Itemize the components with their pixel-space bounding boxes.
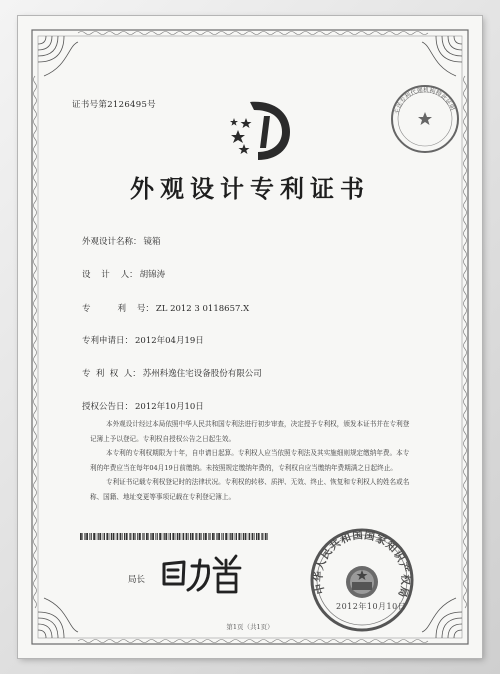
legal-notice bbox=[90, 417, 412, 504]
sipo-emblem-icon bbox=[228, 96, 308, 166]
seal-text: 中华人民共和国国家知识产权局 bbox=[312, 529, 412, 600]
notice-paragraph: 专利证书记载专利权登记时的法律状况。专利权的转移、质押、无效、终止、恢复和专利权人的姓名或名称、国籍、地址变更等事项记载在专利登记簿上。 bbox=[90, 478, 410, 501]
patent-number-label: 专 利 号： bbox=[82, 304, 154, 314]
patent-number-field bbox=[82, 302, 249, 314]
patentee-value: 苏州科逸住宅设备股份有限公司 bbox=[142, 369, 262, 379]
patentee-label: 专 利 权 人： bbox=[82, 369, 141, 379]
patent-number-value: ZL 2012 3 0118657.X bbox=[155, 304, 250, 314]
notice-paragraph: 本专利的专利权期限为十年，自申请日起算。专利权人应当依照专利法及其实施细则规定缴纳年费。本专利的年费应当在每年04月19日前缴纳。未按照规定缴纳年费的，专利权自应当缴纳年费期满之日起终止。 bbox=[90, 449, 410, 472]
inventor-label: 设 计 人： bbox=[82, 270, 138, 280]
grant-date-value: 2012年10月10日 bbox=[135, 402, 204, 412]
design-name-label: 外观设计名称： bbox=[82, 237, 142, 247]
patentee-field bbox=[82, 367, 262, 379]
notice-paragraph: 本外观设计经过本局依照中华人民共和国专利法进行初步审查，决定授予专利权，颁发本证书并在专利登记簿上予以登记。专利权自授权公告之日起生效。 bbox=[90, 420, 410, 443]
certificate-number: 证书号第2126495号 bbox=[72, 100, 156, 110]
filing-date-field bbox=[82, 334, 204, 346]
filing-date-value: 2012年04月19日 bbox=[135, 336, 204, 346]
inventor-field bbox=[82, 268, 165, 280]
director-label: 局长 bbox=[128, 575, 146, 585]
official-seal bbox=[308, 526, 416, 634]
barcode bbox=[80, 533, 270, 540]
stamp-text: 主送专利代理机构特此证明 bbox=[393, 86, 456, 116]
patent-certificate bbox=[18, 16, 482, 658]
design-name-value: 镜箱 bbox=[143, 237, 161, 247]
design-name-field bbox=[82, 235, 161, 247]
grant-date-label: 授权公告日： bbox=[82, 402, 134, 412]
certificate-title: 外观设计专利证书 bbox=[130, 175, 370, 203]
agency-stamp bbox=[388, 82, 462, 156]
director-signature bbox=[156, 546, 246, 598]
national-emblem-icon bbox=[346, 566, 378, 598]
grant-date-field bbox=[82, 400, 204, 412]
filing-date-label: 专利申请日： bbox=[82, 336, 134, 346]
svg-text:主送专利代理机构特此证明 bbox=[392, 86, 456, 115]
inventor-value: 胡锦涛 bbox=[139, 270, 166, 280]
page-indicator: 第1页（共1页） bbox=[226, 623, 274, 631]
seal-date: 2012年10月10日 bbox=[336, 602, 407, 611]
